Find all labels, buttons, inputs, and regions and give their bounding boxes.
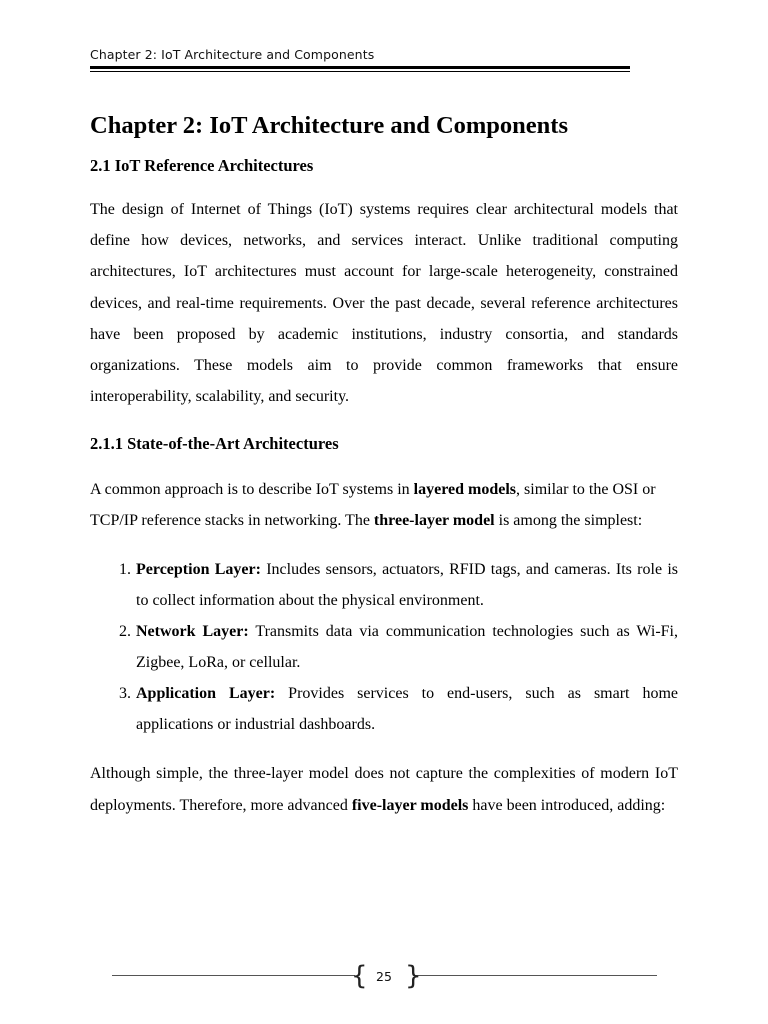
- header-rule: [90, 66, 630, 69]
- page-number: 25: [376, 969, 392, 984]
- layer-term: Application Layer:: [136, 685, 276, 703]
- intro-text: A common approach is to describe IoT systems in: [90, 481, 414, 499]
- list-item-network-layer: [135, 616, 678, 678]
- layer-term: Network Layer:: [136, 623, 249, 641]
- section-heading-2-1-1: 2.1.1 State-of-the-Art Architectures: [90, 434, 339, 454]
- header-rule-thin: [90, 71, 630, 72]
- section-heading-2-1: 2.1 IoT Reference Architectures: [90, 156, 314, 175]
- right-brace-icon: }: [405, 961, 422, 991]
- section-2-1-paragraph: The design of Internet of Things (IoT) systems requires clear architectural models that define how devices, networks, and services interact. Unlike traditional computing architectures, IoT architectures must account for large-scale heterogeneity, constrained devices, and real-time requirements. Over the past decade, several reference architectures have been proposed by academic institutions, industry consortia, and standards organizations. These models aim to provide common frameworks that ensure interoperability, scalability, and security.: [90, 201, 678, 406]
- layer-description: Transmits data via communication technologies such as Wi-Fi, Zigbee, LoRa, or cellular.: [136, 623, 678, 672]
- intro-text: is among the simplest:: [494, 512, 643, 530]
- layer-description: Includes sensors, actuators, RFID tags, and cameras. Its role is to collect information about the physical environment.: [136, 561, 678, 610]
- closing-text: Although simple, the three-layer model does not capture the complexities of modern IoT deployments. Therefore, more advanced: [90, 765, 678, 814]
- layer-list: [90, 554, 678, 740]
- closing-text: have been introduced, adding:: [468, 796, 666, 814]
- left-brace-icon: {: [351, 961, 368, 991]
- section-2-1-1-intro: [90, 474, 665, 536]
- intro-emphasis-layered-models: layered models: [413, 481, 517, 499]
- layer-description: Provides services to end-users, such as smart home applications or industrial dashboards.: [136, 685, 679, 734]
- page-content: [90, 108, 678, 821]
- intro-text: , similar to the OSI or TCP/IP reference stacks in networking. The: [90, 481, 656, 530]
- list-item-application-layer: [135, 678, 678, 740]
- intro-emphasis-three-layer-model: three-layer model: [373, 512, 495, 530]
- chapter-title: Chapter 2: IoT Architecture and Components: [90, 112, 569, 139]
- layer-term: Perception Layer:: [136, 561, 261, 579]
- footer-rule-left: [112, 975, 355, 976]
- running-header: Chapter 2: IoT Architecture and Components: [90, 47, 375, 62]
- list-item-perception-layer: [135, 554, 678, 616]
- section-2-1-1-closing-paragraph: [90, 758, 678, 821]
- footer-rule-right: [415, 975, 657, 976]
- closing-emphasis-five-layer-models: five-layer models: [351, 796, 469, 814]
